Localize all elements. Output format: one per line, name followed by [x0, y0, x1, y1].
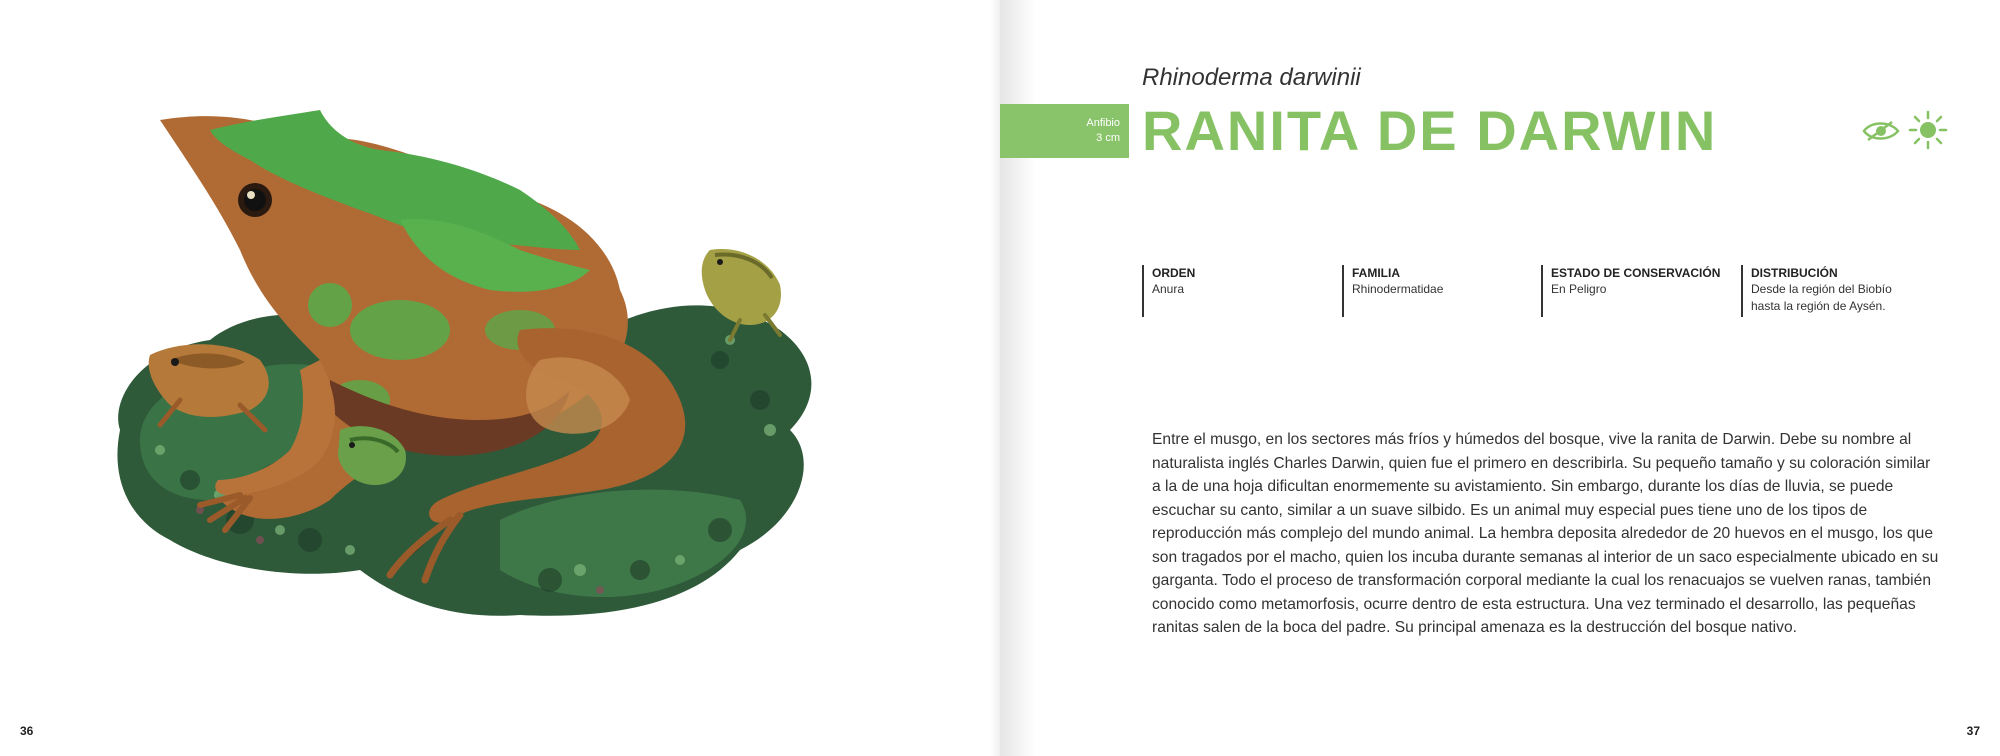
size-label: 3 cm — [1096, 132, 1120, 144]
fact-value: En Peligro — [1551, 282, 1607, 296]
fact-distribucion — [1741, 265, 1911, 317]
fact-estado-conservacion — [1541, 265, 1736, 317]
fact-label: DISTRIBUCIÓN — [1751, 266, 1838, 280]
fact-orden — [1142, 265, 1332, 317]
page-number-right: 37 — [1966, 724, 1980, 738]
eye-icon — [1862, 116, 1900, 146]
fact-label: ESTADO DE CONSERVACIÓN — [1551, 266, 1721, 280]
activity-icons — [1862, 112, 1952, 152]
common-name-title: RANITA DE DARWIN — [1142, 99, 1718, 162]
fact-label: ORDEN — [1152, 266, 1196, 280]
fact-label: FAMILIA — [1352, 266, 1400, 280]
facts-row — [1142, 265, 1902, 325]
fact-value: Rhinodermatidae — [1352, 282, 1444, 296]
fact-value: Anura — [1152, 282, 1185, 296]
description-paragraph: Entre el musgo, en los sectores más fríos y húmedos del bosque, vive la ranita de Darwin. Debe su nombre al naturalista inglés Charles Darwin, quien fue el primero en describirla. Su pequeño tamaño y su coloración similar a la de una hoja dificultan enormemente su avistamiento. Sin embargo, durante los días de lluvia, se puede escuchar su canto, similar a un suave silbido. Es un animal muy especial pues tiene uno de los tipos de reproducción más complejo del mundo animal. La hembra deposita alrededor de 20 huevos en el musgo, los que son tragados por el macho, quien los incuba durante semanas al interior de un saco especialmente ubicado en su garganta. Todo el proceso de transformación corporal mediante la cual los renacuajos se vuelven ranas, también conocido como metamorfosis, ocurre dentro de esta estructura. Una vez terminado el desarrollo, las pequeñas ranitas salen de la boca del padre. Su principal amenaza es la destrucción del bosque nativo. — [1152, 431, 1939, 636]
page-number-left: 36 — [20, 724, 34, 738]
class-size-tag — [1000, 104, 1129, 158]
fact-value: Desde la región del Biobío hasta la región de Aysén. — [1751, 282, 1892, 313]
gutter-shadow-left — [990, 0, 1000, 756]
scientific-name: Rhinoderma darwinii — [1142, 64, 1361, 91]
fact-familia — [1342, 265, 1532, 317]
right-page — [1000, 0, 2000, 756]
darwin-frog-illustration — [100, 100, 920, 640]
sun-icon — [1908, 110, 1948, 150]
class-label: Anfibio — [1086, 117, 1120, 129]
